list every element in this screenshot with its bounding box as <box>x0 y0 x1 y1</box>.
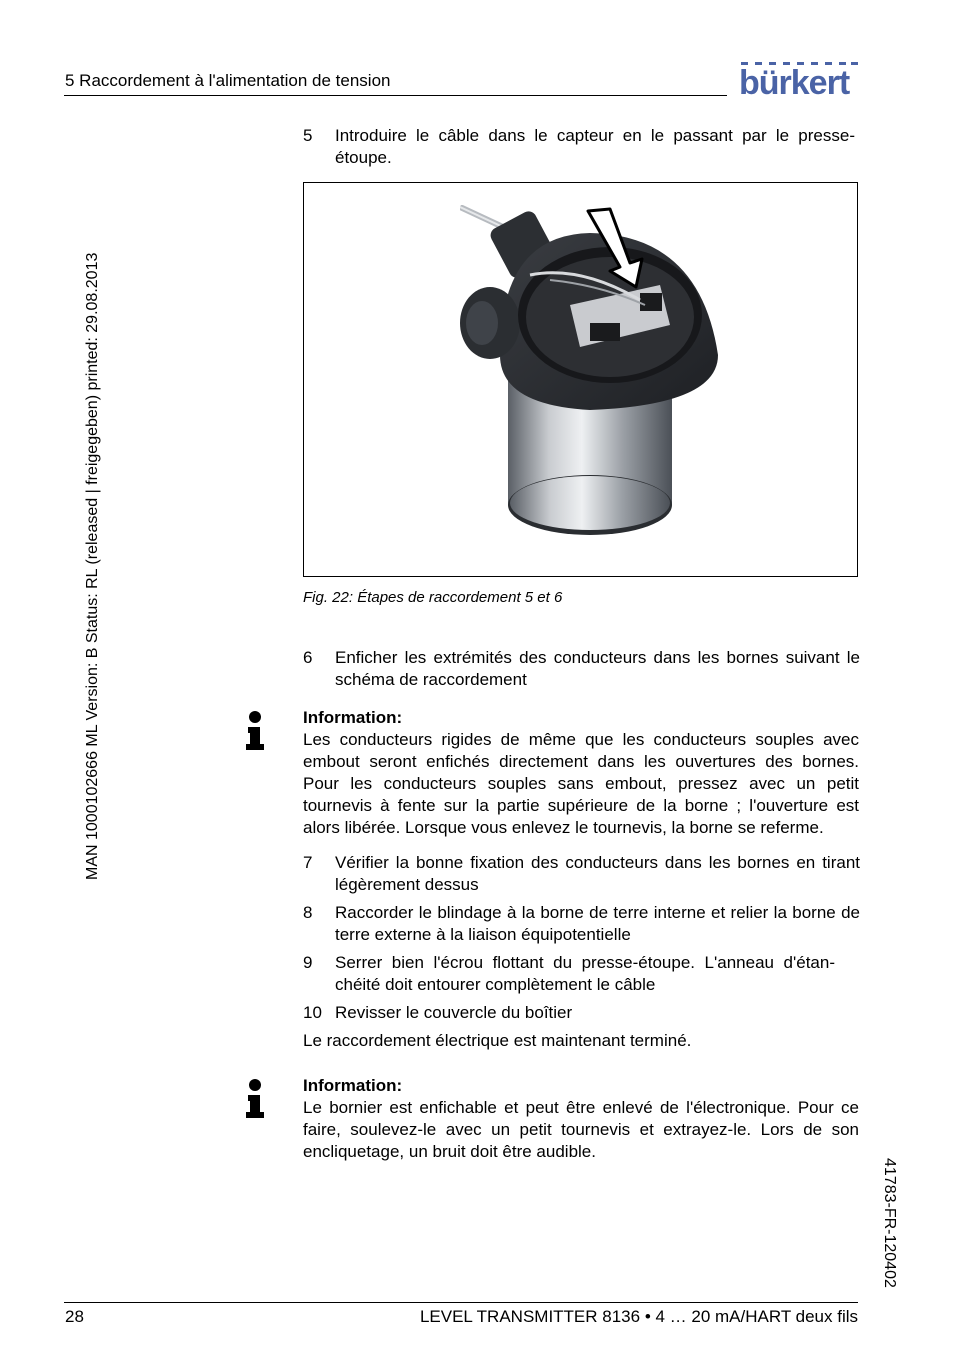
side-document-info: MAN 1000102666 ML Version: B Status: RL (released | freigegeben) printed: 29.08.2013 <box>84 252 101 880</box>
step-number: 8 <box>303 903 313 922</box>
step-text: Serrer bien l'écrou flottant du presse-étoupe. L'anneau d'étan-chéité doit entourer complètement le câble <box>335 953 835 994</box>
side-document-code: 41783-FR-120402 <box>881 1158 898 1288</box>
information-note <box>303 1075 859 1163</box>
header-rule <box>64 95 727 96</box>
step-text: Raccorder le blindage à la borne de terre interne et relier la borne de terre externe à la liaison équipotentielle <box>335 903 860 944</box>
page-number: 28 <box>65 1307 84 1326</box>
running-header: 5 Raccordement à l'alimentation de tension <box>65 71 391 90</box>
step-text: Introduire le câble dans le capteur en le passant par le presse-étoupe. <box>335 126 855 167</box>
logo-wordmark: bürkert <box>739 64 850 102</box>
transmitter-housing-illustration <box>460 205 720 557</box>
information-title: Information: <box>303 708 403 727</box>
footer-rule <box>64 1302 858 1303</box>
information-text: Les conducteurs rigides de même que les conducteurs souples avec embout seront enfichés directement dans les ouvertures des bornes. Pour les conducteurs souples sans embout, pressez avec un petit tournevis à fente sur la partie supérieure de la borne ; l'ouverture est alors libérée. Lorsque vous enlevez le tournevis, la borne se referme. <box>303 730 859 837</box>
conclusion-text: Le raccordement électrique est maintenant terminé. <box>303 1031 692 1050</box>
step-text: Vérifier la bonne fixation des conducteurs dans les bornes en tirant légèrement dessus <box>335 853 860 894</box>
information-text: Le bornier est enfichable et peut être enlevé de l'électronique. Pour ce faire, soulevez-le avec un petit tournevis et extrayez-le. Lors de son encliquetage, un bruit doit être audible. <box>303 1098 859 1161</box>
burkert-logo <box>739 62 859 102</box>
step-number: 10 <box>303 1003 322 1022</box>
information-note <box>303 707 859 839</box>
info-icon <box>245 1078 265 1120</box>
step-number: 6 <box>303 648 313 667</box>
figure-caption: Fig. 22: Étapes de raccordement 5 et 6 <box>303 589 563 606</box>
step-number: 5 <box>303 126 313 145</box>
step-number: 7 <box>303 853 313 872</box>
step-number: 9 <box>303 953 313 972</box>
footer-product-title: LEVEL TRANSMITTER 8136 • 4 … 20 mA/HART deux fils <box>419 1307 858 1326</box>
step-text: Revisser le couvercle du boîtier <box>335 1003 573 1022</box>
information-title: Information: <box>303 1076 403 1095</box>
step-text: Enficher les extrémités des conducteurs dans les bornes suivant le schéma de raccordement <box>335 648 860 689</box>
info-icon <box>245 710 265 752</box>
